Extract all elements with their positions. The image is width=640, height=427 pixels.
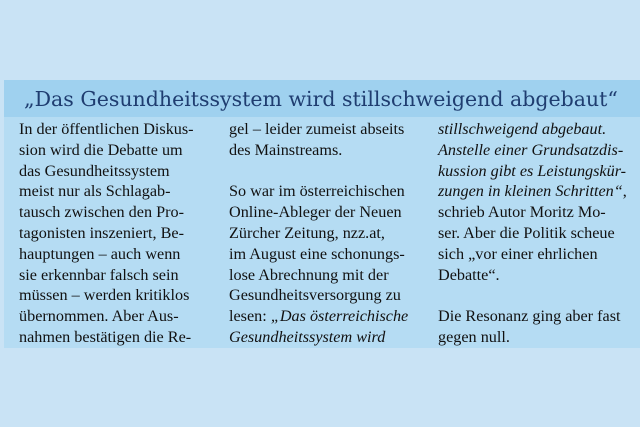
- quote-fragment: zungen in kleinen Schritten“: [438, 182, 623, 201]
- text-line: ser. Aber die Politik scheue: [438, 223, 615, 242]
- text-line: müssen – werden kritiklos: [19, 286, 190, 305]
- text-fragment: ,: [622, 182, 627, 201]
- text-line: sion wird die Debatte um: [19, 140, 183, 159]
- text-line: hauptungen – auch wenn: [19, 244, 181, 263]
- text-column-3: [438, 119, 638, 348]
- text-line: im August eine schonungs-: [229, 244, 405, 263]
- text-line: Die Resonanz ging aber fast: [438, 307, 621, 326]
- quote-fragment: „Das österreichische: [270, 307, 409, 326]
- text-line: tagonisten inszeniert, Be-: [19, 223, 184, 242]
- quote-box: [4, 80, 640, 348]
- text-line: Online-Ableger der Neuen: [229, 203, 402, 222]
- text-line: meist nur als Schlagab-: [19, 182, 171, 201]
- text-line-mixed: [229, 306, 434, 327]
- paragraph-gap: [438, 285, 638, 306]
- text-line: übernommen. Aber Aus-: [19, 307, 179, 326]
- text-line: schrieb Autor Moritz Mo-: [438, 203, 606, 222]
- text-line-mixed: [438, 181, 638, 202]
- text-line: sie erkennbar falsch sein: [19, 265, 179, 284]
- quote-line: kussion gibt es Leistungskür-: [438, 161, 627, 180]
- text-line: sich „vor einer ehrlichen: [438, 244, 598, 263]
- text-line: Gesundheitsversorgung zu: [229, 286, 401, 305]
- paragraph-gap: [229, 161, 434, 182]
- text-column-2: [229, 119, 434, 348]
- text-line: Zürcher Zeitung, nzz.at,: [229, 223, 385, 242]
- text-line: gel – leider zumeist abseits: [229, 120, 405, 138]
- text-line: gegen null.: [438, 327, 510, 346]
- text-line: tausch zwischen den Pro-: [19, 203, 184, 222]
- headline-bar: [4, 80, 640, 117]
- text-line: lose Abrechnung mit der: [229, 265, 389, 284]
- headline: „Das Gesundheitssystem wird stillschweigend abgebaut“: [24, 87, 618, 111]
- quote-line: stillschweigend abgebaut.: [438, 120, 607, 138]
- text-fragment: lesen:: [229, 307, 271, 326]
- text-column-1: [19, 119, 224, 348]
- text-line: nahmen bestätigen die Re-: [19, 327, 192, 346]
- text-line: In der öffentlichen Diskus-: [19, 120, 194, 138]
- text-line: So war im österreichischen: [229, 182, 405, 201]
- text-line: das Gesundheitssystem: [19, 161, 170, 180]
- quote-line: Gesundheitssystem wird: [229, 327, 386, 346]
- text-line: des Mainstreams.: [229, 140, 343, 159]
- text-line: Debatte“.: [438, 265, 500, 284]
- quote-line: Anstelle einer Grundsatzdis-: [438, 140, 624, 159]
